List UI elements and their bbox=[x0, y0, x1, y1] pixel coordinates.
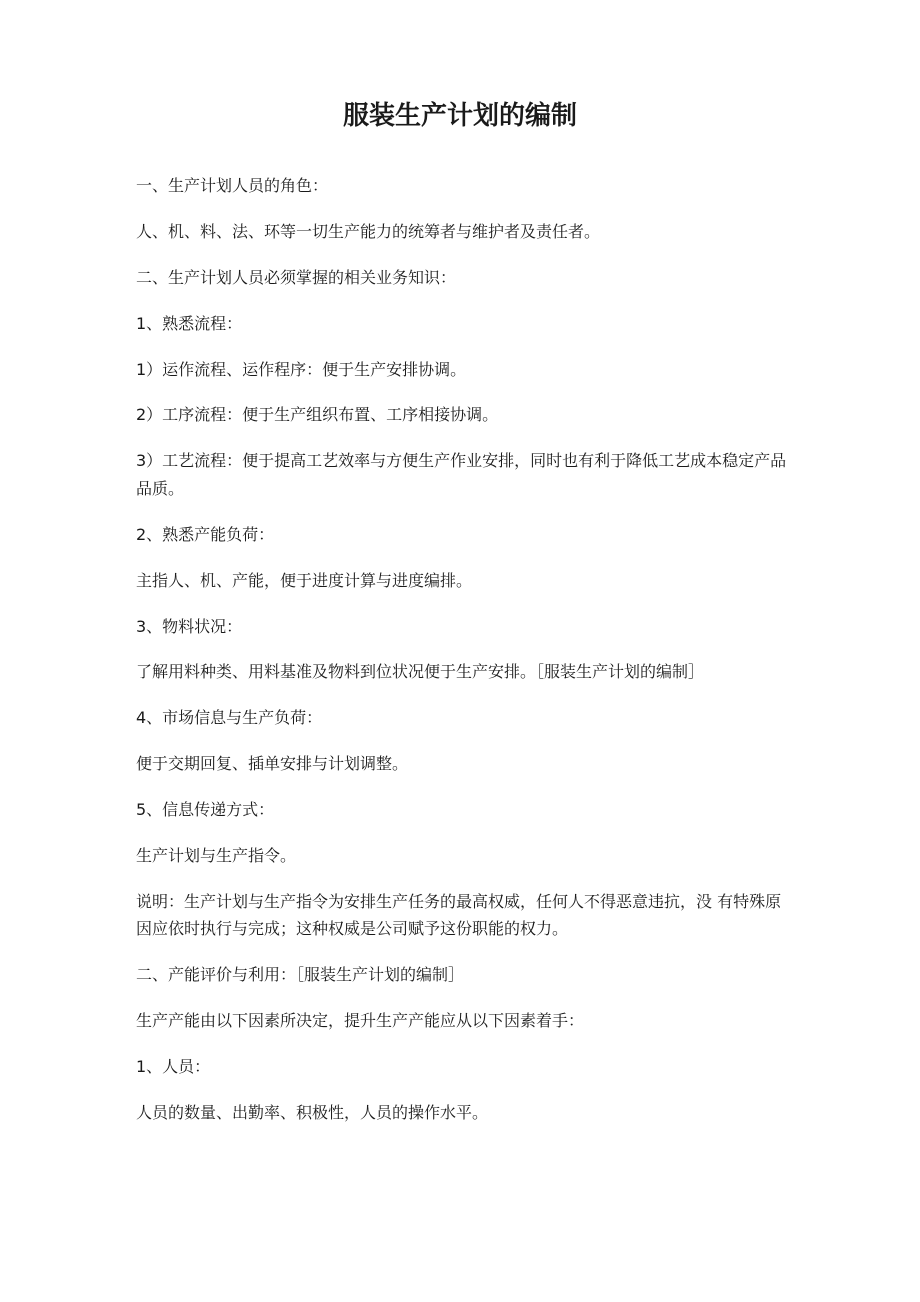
section-heading: 二、生产计划人员必须掌握的相关业务知识： bbox=[136, 267, 457, 287]
section-heading: 二、产能评价与利用：［服装生产计划的编制］ bbox=[136, 965, 465, 985]
subsection-heading: 5、信息传递方式： bbox=[136, 800, 275, 820]
document-body bbox=[136, 172, 796, 1145]
list-item: 1）运作流程、运作程序：便于生产安排协调。 bbox=[136, 359, 467, 379]
document-title: 服装生产计划的编制 bbox=[342, 101, 577, 131]
body-paragraph: 便于交期回复、插单安排与计划调整。 bbox=[136, 754, 409, 774]
body-paragraph: 了解用料种类、用料基准及物料到位状况便于生产安排。［服装生产计划的编制］ bbox=[136, 662, 705, 682]
body-paragraph: 主指人、机、产能，便于进度计算与进度编排。 bbox=[136, 570, 473, 590]
subsection-heading: 1、人员： bbox=[136, 1057, 211, 1077]
list-item: 2）工序流程：便于生产组织布置、工序相接协调。 bbox=[136, 405, 499, 425]
list-item: 3）工艺流程：便于提高工艺效率与方便生产作业安排，同时也有利于降低工艺成本稳定产品品质。 bbox=[136, 451, 787, 498]
note-paragraph: 说明：生产计划与生产指令为安排生产任务的最高权威，任何人不得恶意违抗，没 有特殊原因应依时执行与完成；这种权威是公司赋予这份职能的权力。 bbox=[136, 891, 782, 939]
subsection-heading: 3、物料状况： bbox=[136, 616, 243, 636]
section-heading: 一、生产计划人员的角色： bbox=[136, 176, 329, 195]
body-paragraph: 生产产能由以下因素所决定，提升生产产能应从以下因素着手： bbox=[136, 1011, 585, 1031]
body-paragraph: 人、机、料、法、环等一切生产能力的统筹者与维护者及责任者。 bbox=[136, 221, 601, 241]
body-paragraph: 人员的数量、出勤率、积极性，人员的操作水平。 bbox=[136, 1102, 489, 1122]
subsection-heading: 2、熟悉产能负荷： bbox=[136, 524, 275, 544]
subsection-heading: 4、市场信息与生产负荷： bbox=[136, 708, 323, 728]
subsection-heading: 1、熟悉流程： bbox=[136, 313, 243, 333]
body-paragraph: 生产计划与生产指令。 bbox=[136, 845, 297, 865]
